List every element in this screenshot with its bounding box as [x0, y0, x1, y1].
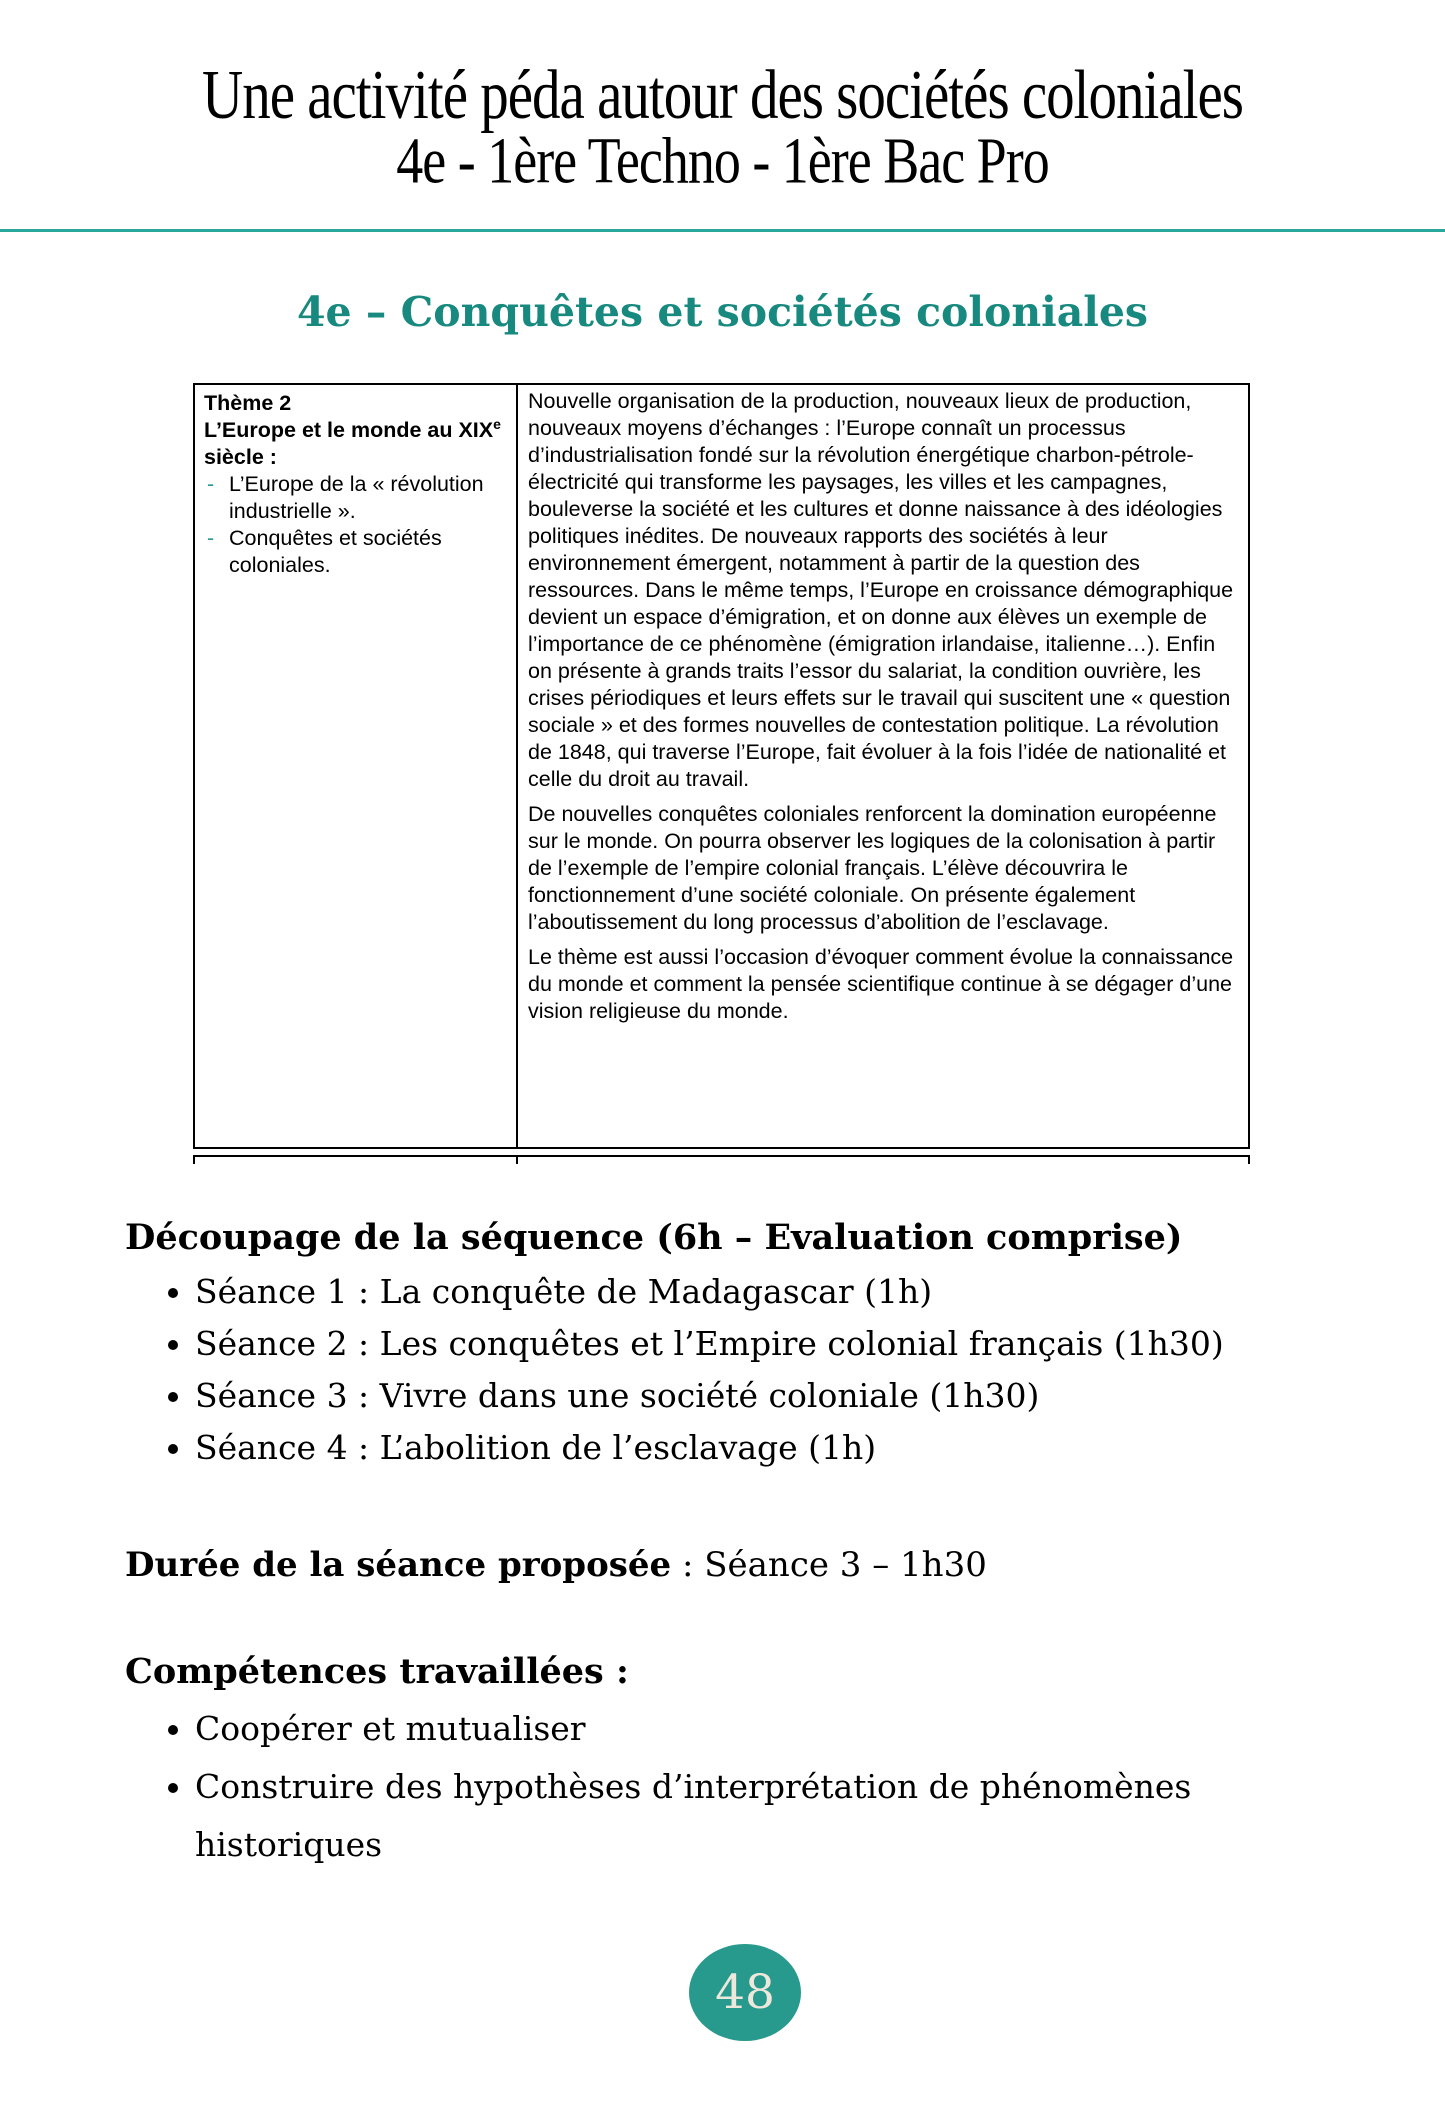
- superscript-e: e: [493, 415, 501, 432]
- duree-value: : Séance 3 – 1h30: [671, 1545, 987, 1585]
- seance-item: • Séance 2 : Les conquêtes et l’Empire colonial français (1h30): [195, 1318, 1360, 1370]
- programme-table: [193, 383, 1250, 1149]
- seances-list: [125, 1266, 1360, 1474]
- duree-label: Durée de la séance proposée: [125, 1545, 672, 1585]
- document-title: [0, 56, 1445, 198]
- description-paragraph: Nouvelle organisation de la production, nouveaux lieux de production, nouveaux moyens d’échanges : l’Europe connaît un processus d’industrialisation fondé sur la révolution énergétique charbon-pétrole-électricité qui transforme les paysages, les villes et les campagnes, bouleverse la société et les cultures et donne naissance à des idéologies politiques inédites. De nouveaux rapports des sociétés à leur environnement émergent, notamment à partir de la question des ressources. Dans le même temps, l’Europe en croissance démographique devient un espace d’émigration, et on donne aux élèves un exemple de l’importance de ce phénomène (émigration irlandaise, italienne…). Enfin on présente à grands traits l’essor du salariat, la condition ouvrière, les crises périodiques et leurs effets sur le travail qui suscitent une « question sociale » et des formes nouvelles de contestation politique. La révolution de 1848, qui traverse l’Europe, fait évoluer à la fois l’idée de nationalité et celle du droit au travail.: [528, 389, 1234, 791]
- decoupage-heading: Découpage de la séquence (6h – Evaluation comprise): [125, 1217, 1183, 1258]
- theme-subtitle: L’Europe et le monde au XIXe siècle :: [204, 415, 501, 469]
- seance-item: • Séance 1 : La conquête de Madagascar (1h): [195, 1266, 1360, 1318]
- competence-item: • Construire des hypothèses d’interprétation de phénomènes historiques: [195, 1758, 1360, 1874]
- seance-item: • Séance 4 : L’abolition de l’esclavage (1h): [195, 1422, 1360, 1474]
- duree-line: [125, 1544, 1360, 1586]
- page-number-badge: [689, 1944, 801, 2041]
- table-cell-description: [518, 385, 1248, 1147]
- document-title-line1: Une activité péda autour des sociétés coloniales: [202, 56, 1243, 134]
- table-clipped-row: [193, 1155, 1250, 1164]
- theme-title: Thème 2: [204, 391, 292, 415]
- page-number: 48: [715, 1965, 775, 2020]
- theme-item: - L’Europe de la « révolution industrielle ».: [204, 471, 508, 525]
- table-clipped-row-divider: [516, 1157, 518, 1164]
- chapter-heading: 4e – Conquêtes et sociétés coloniales: [296, 288, 1149, 336]
- document-title-line2: 4e - 1ère Techno - 1ère Bac Pro: [396, 124, 1049, 198]
- seance-item: • Séance 3 : Vivre dans une société coloniale (1h30): [195, 1370, 1360, 1422]
- lower-sections: [125, 1216, 1360, 1874]
- competences-heading: Compétences travaillées :: [125, 1651, 629, 1692]
- description-paragraph: De nouvelles conquêtes coloniales renforcent la domination européenne sur le monde. On pourra observer les logiques de la colonisation à partir de l’exemple de l’empire colonial français. L’élève découvrira le fonctionnement d’une société coloniale. On présente également l’aboutissement du long processus d’abolition de l’esclavage.: [528, 802, 1217, 934]
- theme-item: - Conquêtes et sociétés coloniales.: [204, 525, 508, 579]
- competences-list: [125, 1700, 1360, 1874]
- competence-item: • Coopérer et mutualiser: [195, 1700, 1360, 1758]
- description-paragraph: Le thème est aussi l’occasion d’évoquer comment évolue la connaissance du monde et comment la pensée scientifique continue à se dégager d’une vision religieuse du monde.: [528, 945, 1234, 1023]
- table-cell-theme: [195, 385, 518, 1147]
- title-divider-rule: [0, 229, 1445, 232]
